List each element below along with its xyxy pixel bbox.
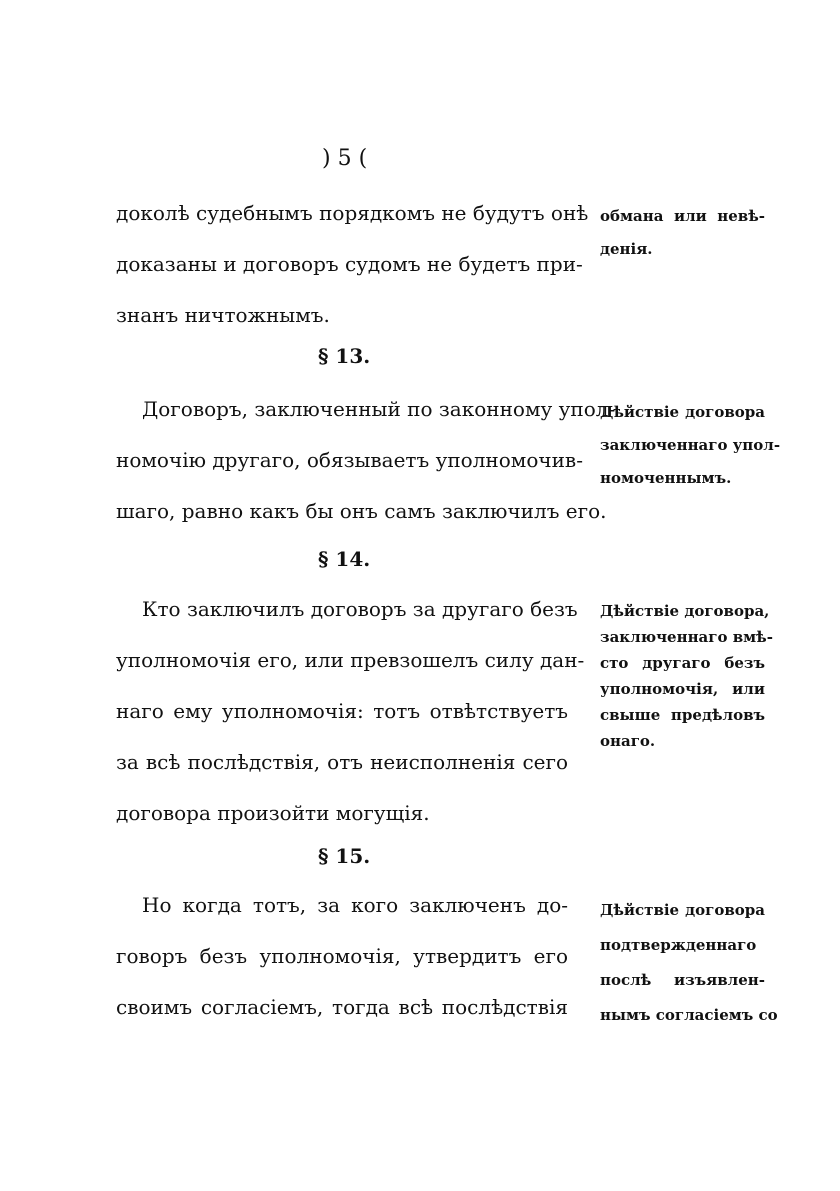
margin-note-14 bbox=[600, 598, 773, 754]
margin-note-13 bbox=[600, 396, 781, 495]
note-line: сто другаго безъ bbox=[600, 654, 765, 672]
text-line: за всѣ послѣдствія, отъ неисполненія сего bbox=[116, 750, 568, 774]
note-line: нымъ согласіемъ со bbox=[600, 1006, 778, 1024]
section-heading-15: § 15. bbox=[318, 844, 371, 868]
text-line: уполномочія его, или превзошелъ силу дан- bbox=[116, 648, 585, 672]
margin-note-1 bbox=[600, 200, 765, 266]
paragraph-continuation bbox=[116, 188, 589, 341]
note-line: обмана или невѣ- bbox=[600, 207, 765, 225]
section-heading-14: § 14. bbox=[318, 547, 371, 571]
note-line: свыше предѣловъ bbox=[600, 706, 765, 724]
paragraph-section-13 bbox=[116, 384, 616, 537]
text-line: номочію другаго, обязываетъ уполномочив- bbox=[116, 448, 583, 472]
note-line: онаго. bbox=[600, 732, 656, 750]
note-line: номоченнымъ. bbox=[600, 469, 732, 487]
paragraph-section-14 bbox=[116, 584, 585, 839]
text-line: Но когда тотъ, за кого заключенъ до- bbox=[142, 893, 568, 917]
note-line: заключеннаго вмѣ- bbox=[600, 628, 773, 646]
text-line: Кто заключилъ договоръ за другаго безъ bbox=[142, 597, 578, 621]
note-line: заключеннаго упол- bbox=[600, 436, 781, 454]
text-line: своимъ согласіемъ, тогда всѣ послѣдствія bbox=[116, 995, 568, 1019]
text-line: доказаны и договоръ судомъ не будетъ при- bbox=[116, 252, 583, 276]
text-line: доколѣ судебнымъ порядкомъ не будутъ онѣ bbox=[116, 201, 589, 225]
text-line: наго ему уполномочія: тотъ отвѣтствуетъ bbox=[116, 699, 568, 723]
note-line: денія. bbox=[600, 240, 653, 258]
text-line: договора произойти могущія. bbox=[116, 801, 430, 825]
note-line: Дѣйствіе договора bbox=[600, 901, 765, 919]
text-line: Договоръ, заключенный по законному упол- bbox=[142, 397, 616, 421]
note-line: послѣ изъявлен- bbox=[600, 971, 765, 989]
note-line: подтвержденнаго bbox=[600, 936, 757, 954]
text-line: говоръ безъ уполномочія, утвердитъ его bbox=[116, 944, 568, 968]
note-line: Дѣйствіе договора bbox=[600, 403, 765, 421]
margin-note-15 bbox=[600, 893, 778, 1033]
text-line: знанъ ничтожнымъ. bbox=[116, 303, 330, 327]
note-line: Дѣйствіе договора, bbox=[600, 602, 770, 620]
paragraph-section-15 bbox=[116, 880, 568, 1033]
text-line: шаго, равно какъ бы онъ самъ заключилъ его. bbox=[116, 499, 607, 523]
page-number: ) 5 ( bbox=[322, 146, 368, 171]
section-heading-13: § 13. bbox=[318, 344, 371, 368]
note-line: уполномочія, или bbox=[600, 680, 765, 698]
